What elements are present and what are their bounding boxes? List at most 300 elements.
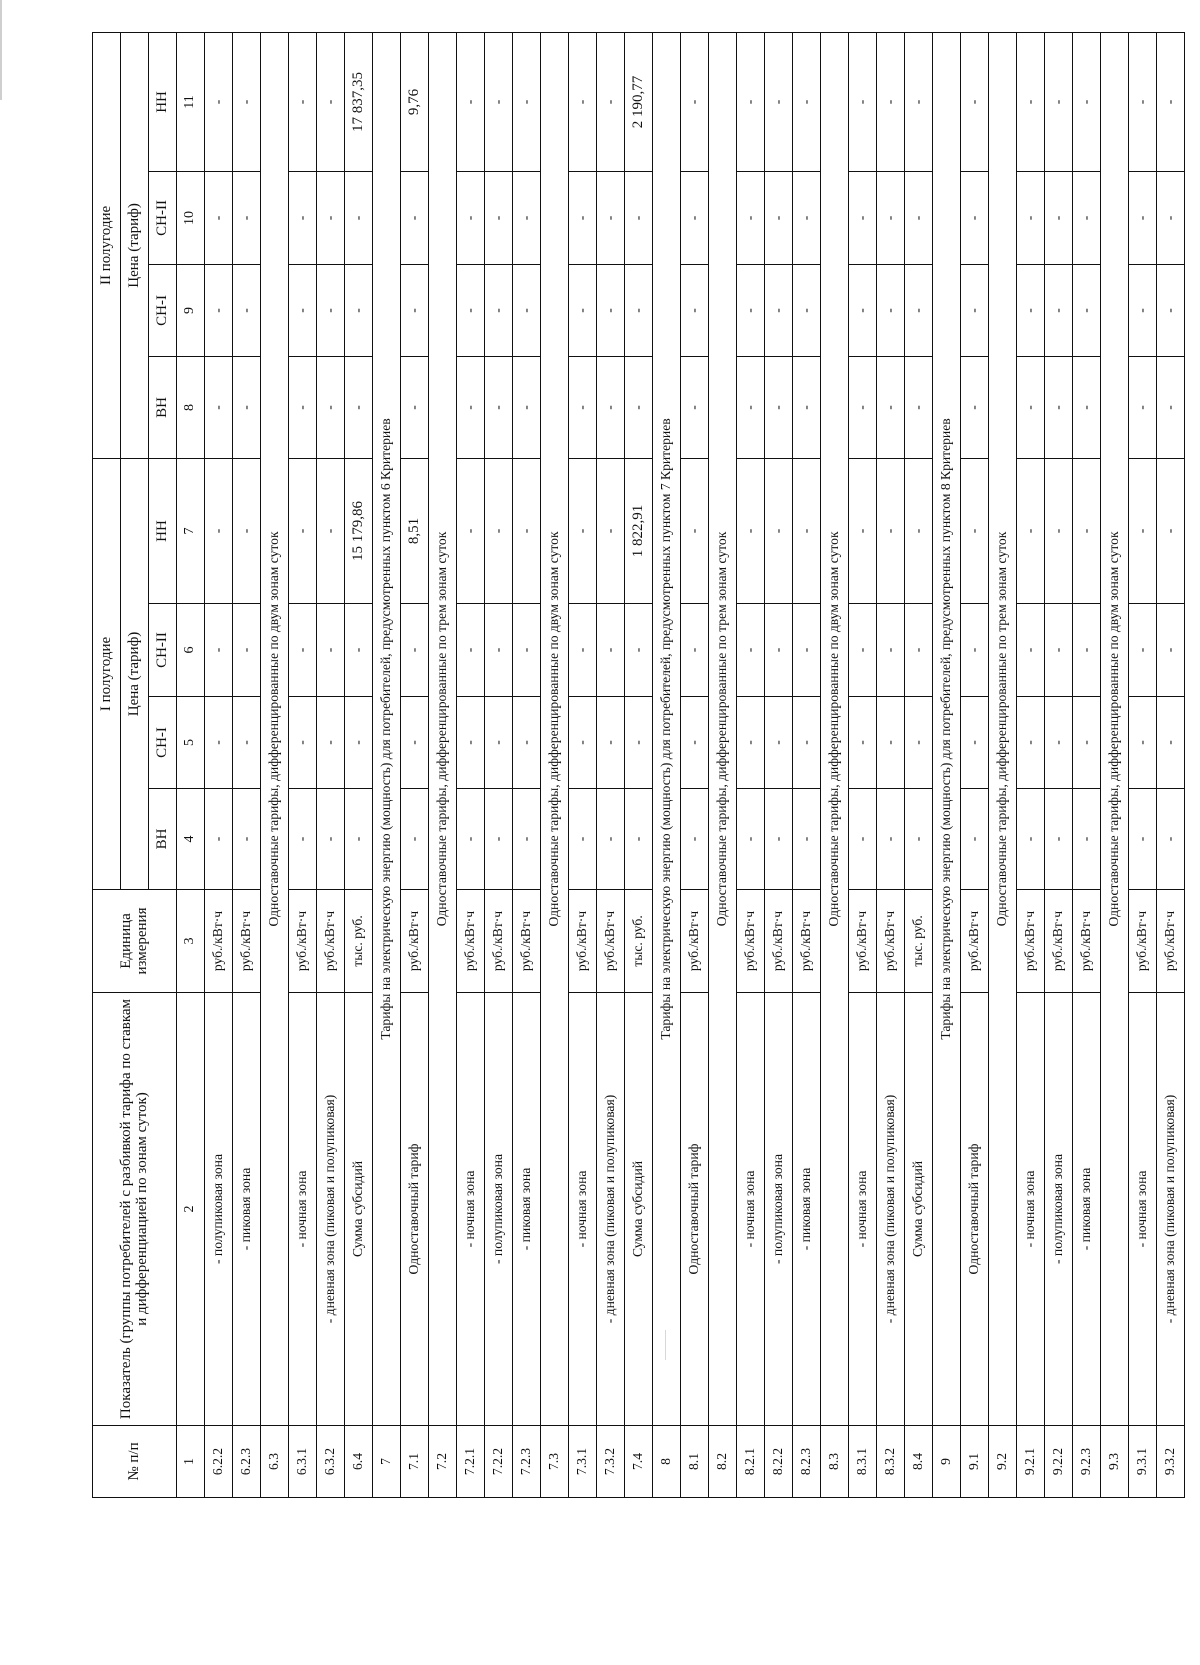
value-cell: -: [345, 356, 373, 458]
header-level: СН-I: [149, 697, 177, 789]
row-number: 8.4: [905, 1426, 933, 1498]
row-number: 9.3.1: [1129, 1426, 1157, 1498]
value-cell: -: [205, 604, 233, 697]
row-number: 9: [933, 1426, 961, 1498]
value-cell: -: [233, 356, 261, 458]
value-cell: -: [681, 789, 709, 890]
table-row: [233, 32, 261, 1497]
value-cell: -: [597, 356, 625, 458]
value-cell: -: [289, 458, 317, 603]
value-cell: -: [401, 356, 429, 458]
unit-cell: руб./кВт·ч: [1017, 890, 1045, 993]
value-cell: -: [625, 789, 653, 890]
row-number: 7.3.2: [597, 1426, 625, 1498]
value-cell: -: [681, 604, 709, 697]
value-cell: -: [905, 356, 933, 458]
value-cell: -: [485, 604, 513, 697]
value-cell: -: [849, 458, 877, 603]
row-number: 8.3.1: [849, 1426, 877, 1498]
value-cell: -: [457, 697, 485, 789]
value-cell: -: [765, 697, 793, 789]
header-level: СН-II: [149, 171, 177, 264]
value-cell: -: [233, 32, 261, 171]
value-cell: -: [961, 32, 989, 171]
column-number: 9: [177, 264, 205, 356]
header-level: НН: [149, 32, 177, 171]
table-row: [289, 32, 317, 1497]
value-cell: -: [1017, 697, 1045, 789]
unit-cell: руб./кВт·ч: [205, 890, 233, 993]
unit-cell: руб./кВт·ч: [317, 890, 345, 993]
value-cell: -: [1045, 789, 1073, 890]
value-cell: -: [765, 171, 793, 264]
unit-cell: руб./кВт·ч: [737, 890, 765, 993]
value-cell: -: [1129, 264, 1157, 356]
indicator-name: - ночная зона: [289, 993, 317, 1426]
value-cell: -: [793, 458, 821, 603]
value-cell: -: [345, 171, 373, 264]
value-cell: -: [317, 356, 345, 458]
column-number: 1: [177, 1426, 205, 1498]
indicator-name: Сумма субсидий: [625, 993, 653, 1426]
tariff-table: [92, 32, 1185, 1498]
unit-cell: руб./кВт·ч: [793, 890, 821, 993]
indicator-name: - пиковая зона: [1073, 993, 1101, 1426]
value-cell: -: [961, 697, 989, 789]
unit-cell: тыс. руб.: [905, 890, 933, 993]
indicator-name: - пиковая зона: [233, 993, 261, 1426]
value-cell: -: [765, 604, 793, 697]
header-price-2: Цена (тариф): [121, 32, 149, 458]
table-row: [653, 32, 681, 1497]
value-cell: -: [681, 264, 709, 356]
table-row: [1017, 32, 1045, 1497]
indicator-name: Одноставочный тариф: [681, 993, 709, 1426]
value-cell: -: [513, 264, 541, 356]
row-number: 9.2: [989, 1426, 1017, 1498]
value-cell: -: [205, 697, 233, 789]
row-number: 7.3: [541, 1426, 569, 1498]
section-title: Тарифы на электрическую энергию (мощность) для потребителей, предусмотренных пунктом 7 Критериев: [653, 32, 681, 1425]
table-row: [961, 32, 989, 1497]
value-cell: -: [205, 32, 233, 171]
section-title: Тарифы на электрическую энергию (мощность) для потребителей, предусмотренных пунктом 6 Критериев: [373, 32, 401, 1425]
unit-cell: руб./кВт·ч: [569, 890, 597, 993]
column-number: 11: [177, 32, 205, 171]
table-row: [1073, 32, 1101, 1497]
value-cell: -: [681, 356, 709, 458]
table-row: [205, 32, 233, 1497]
indicator-name: - ночная зона: [737, 993, 765, 1426]
unit-cell: руб./кВт·ч: [597, 890, 625, 993]
table-row: [401, 32, 429, 1497]
indicator-name: - пиковая зона: [793, 993, 821, 1426]
header-indicator: Показатель (группы потребителей с разбивкой тарифа по ставкам и дифференциацией по зонам суток): [93, 993, 177, 1426]
value-cell: -: [1017, 356, 1045, 458]
value-cell: -: [485, 356, 513, 458]
row-number: 8.3.2: [877, 1426, 905, 1498]
value-cell: -: [1045, 458, 1073, 603]
table-row: [681, 32, 709, 1497]
value-cell: -: [849, 171, 877, 264]
table-row: [1101, 32, 1129, 1497]
row-number: 6.3: [261, 1426, 289, 1498]
value-cell: -: [317, 264, 345, 356]
row-number: 7.2.1: [457, 1426, 485, 1498]
row-number: 9.1: [961, 1426, 989, 1498]
section-title: Одноставочные тарифы, дифференцированные по трем зонам суток: [429, 32, 457, 1425]
value-cell: -: [345, 697, 373, 789]
value-cell: -: [849, 697, 877, 789]
value-cell: 2 190,77: [625, 32, 653, 171]
value-cell: -: [1045, 32, 1073, 171]
indicator-name: - дневная зона (пиковая и полупиковая): [317, 993, 345, 1426]
value-cell: -: [345, 789, 373, 890]
column-number: 8: [177, 356, 205, 458]
table-row: [569, 32, 597, 1497]
column-number: 5: [177, 697, 205, 789]
row-number: 6.2.3: [233, 1426, 261, 1498]
table-row: [905, 32, 933, 1497]
value-cell: -: [289, 604, 317, 697]
row-number: 9.2.1: [1017, 1426, 1045, 1498]
value-cell: 15 179,86: [345, 458, 373, 603]
unit-cell: руб./кВт·ч: [457, 890, 485, 993]
value-cell: -: [485, 458, 513, 603]
indicator-name: - ночная зона: [457, 993, 485, 1426]
value-cell: -: [681, 171, 709, 264]
table-row: [373, 32, 401, 1497]
value-cell: -: [569, 458, 597, 603]
row-number: 6.3.2: [317, 1426, 345, 1498]
row-number: 9.3: [1101, 1426, 1129, 1498]
header-price-1: Цена (тариф): [121, 458, 149, 889]
value-cell: -: [345, 604, 373, 697]
header-level: ВН: [149, 789, 177, 890]
value-cell: -: [289, 697, 317, 789]
value-cell: -: [1045, 356, 1073, 458]
column-number: 4: [177, 789, 205, 890]
value-cell: -: [1045, 604, 1073, 697]
unit-cell: руб./кВт·ч: [765, 890, 793, 993]
indicator-name: Сумма субсидий: [345, 993, 373, 1426]
value-cell: -: [569, 356, 597, 458]
value-cell: -: [597, 32, 625, 171]
row-number: 6.3.1: [289, 1426, 317, 1498]
unit-cell: руб./кВт·ч: [1157, 890, 1185, 993]
value-cell: -: [1017, 171, 1045, 264]
row-number: 9.3.2: [1157, 1426, 1185, 1498]
value-cell: -: [289, 789, 317, 890]
value-cell: -: [569, 789, 597, 890]
value-cell: -: [1017, 264, 1045, 356]
table-row: [765, 32, 793, 1497]
section-title: Одноставочные тарифы, дифференцированные по трем зонам суток: [989, 32, 1017, 1425]
value-cell: -: [737, 264, 765, 356]
value-cell: -: [905, 604, 933, 697]
table-header: [93, 32, 205, 1497]
value-cell: -: [877, 356, 905, 458]
value-cell: -: [401, 171, 429, 264]
value-cell: -: [1157, 458, 1185, 603]
value-cell: -: [905, 697, 933, 789]
value-cell: -: [485, 697, 513, 789]
value-cell: -: [1129, 789, 1157, 890]
unit-cell: руб./кВт·ч: [289, 890, 317, 993]
value-cell: -: [737, 356, 765, 458]
indicator-name: - ночная зона: [1017, 993, 1045, 1426]
value-cell: -: [1129, 356, 1157, 458]
value-cell: -: [1129, 458, 1157, 603]
value-cell: -: [401, 604, 429, 697]
value-cell: -: [289, 32, 317, 171]
value-cell: -: [849, 789, 877, 890]
row-number: 7: [373, 1426, 401, 1498]
value-cell: -: [681, 697, 709, 789]
header-num: № п/п: [93, 1426, 177, 1498]
header-level: НН: [149, 458, 177, 603]
value-cell: -: [1045, 264, 1073, 356]
scan-edge-line: [0, 0, 2, 100]
indicator-name: - ночная зона: [1129, 993, 1157, 1426]
value-cell: -: [1045, 171, 1073, 264]
unit-cell: руб./кВт·ч: [681, 890, 709, 993]
value-cell: -: [905, 458, 933, 603]
indicator-name: - полупиковая зона: [1045, 993, 1073, 1426]
header-unit: Единица измерения: [93, 890, 177, 993]
value-cell: -: [793, 171, 821, 264]
unit-cell: руб./кВт·ч: [1073, 890, 1101, 993]
section-title: Одноставочные тарифы, дифференцированные по двум зонам суток: [821, 32, 849, 1425]
value-cell: -: [1157, 789, 1185, 890]
value-cell: -: [961, 604, 989, 697]
indicator-name: Сумма субсидий: [905, 993, 933, 1426]
value-cell: -: [513, 604, 541, 697]
table-row: [933, 32, 961, 1497]
row-number: 8.3: [821, 1426, 849, 1498]
value-cell: -: [345, 264, 373, 356]
value-cell: -: [205, 458, 233, 603]
value-cell: -: [401, 697, 429, 789]
column-number: 10: [177, 171, 205, 264]
table-row: [261, 32, 289, 1497]
value-cell: -: [597, 697, 625, 789]
value-cell: -: [765, 789, 793, 890]
value-cell: -: [457, 356, 485, 458]
table-row: [737, 32, 765, 1497]
value-cell: -: [737, 697, 765, 789]
row-number: 6.2.2: [205, 1426, 233, 1498]
rotated-page: [92, 33, 1178, 1498]
value-cell: -: [765, 32, 793, 171]
value-cell: 8,51: [401, 458, 429, 603]
value-cell: -: [1073, 458, 1101, 603]
value-cell: -: [597, 458, 625, 603]
value-cell: -: [961, 458, 989, 603]
value-cell: -: [1157, 264, 1185, 356]
column-number: 2: [177, 993, 205, 1426]
header-level: СН-II: [149, 604, 177, 697]
table-row: [541, 32, 569, 1497]
table-row: [485, 32, 513, 1497]
value-cell: -: [1073, 697, 1101, 789]
value-cell: -: [737, 604, 765, 697]
value-cell: -: [485, 789, 513, 890]
table-row: [625, 32, 653, 1497]
value-cell: -: [233, 789, 261, 890]
value-cell: -: [1129, 32, 1157, 171]
value-cell: -: [205, 356, 233, 458]
value-cell: -: [597, 264, 625, 356]
table-row: [345, 32, 373, 1497]
value-cell: -: [877, 171, 905, 264]
table-row: [457, 32, 485, 1497]
value-cell: -: [513, 32, 541, 171]
value-cell: -: [513, 171, 541, 264]
row-number: 9.2.3: [1073, 1426, 1101, 1498]
indicator-name: - ночная зона: [569, 993, 597, 1426]
row-number: 7.2: [429, 1426, 457, 1498]
value-cell: -: [457, 604, 485, 697]
value-cell: -: [317, 604, 345, 697]
value-cell: -: [233, 604, 261, 697]
value-cell: -: [1157, 356, 1185, 458]
value-cell: -: [569, 171, 597, 264]
value-cell: -: [905, 789, 933, 890]
value-cell: -: [513, 697, 541, 789]
value-cell: -: [569, 604, 597, 697]
row-number: 9.2.2: [1045, 1426, 1073, 1498]
value-cell: -: [1129, 171, 1157, 264]
value-cell: -: [625, 264, 653, 356]
value-cell: -: [905, 264, 933, 356]
value-cell: -: [1073, 789, 1101, 890]
value-cell: -: [625, 171, 653, 264]
value-cell: -: [457, 789, 485, 890]
header-half-1: I полугодие: [93, 458, 121, 889]
value-cell: -: [961, 171, 989, 264]
value-cell: -: [877, 264, 905, 356]
indicator-name: - пиковая зона: [513, 993, 541, 1426]
value-cell: -: [457, 32, 485, 171]
table-row: [597, 32, 625, 1497]
value-cell: -: [765, 356, 793, 458]
unit-cell: руб./кВт·ч: [513, 890, 541, 993]
value-cell: -: [317, 171, 345, 264]
row-number: 8.2: [709, 1426, 737, 1498]
value-cell: -: [485, 264, 513, 356]
value-cell: -: [877, 604, 905, 697]
value-cell: -: [681, 458, 709, 603]
unit-cell: руб./кВт·ч: [877, 890, 905, 993]
value-cell: -: [205, 789, 233, 890]
value-cell: -: [401, 264, 429, 356]
value-cell: -: [513, 458, 541, 603]
value-cell: -: [1073, 604, 1101, 697]
table-row: [821, 32, 849, 1497]
header-half-2: II полугодие: [93, 32, 121, 458]
table-row: [513, 32, 541, 1497]
row-number: 6.4: [345, 1426, 373, 1498]
unit-cell: тыс. руб.: [345, 890, 373, 993]
value-cell: -: [961, 789, 989, 890]
value-cell: -: [681, 32, 709, 171]
value-cell: -: [877, 697, 905, 789]
value-cell: -: [905, 171, 933, 264]
value-cell: -: [793, 32, 821, 171]
value-cell: -: [569, 697, 597, 789]
value-cell: -: [737, 32, 765, 171]
table-row: [793, 32, 821, 1497]
column-number-row: [177, 32, 205, 1497]
value-cell: -: [485, 32, 513, 171]
section-title: Одноставочные тарифы, дифференцированные по двум зонам суток: [541, 32, 569, 1425]
value-cell: -: [569, 32, 597, 171]
value-cell: -: [849, 356, 877, 458]
unit-cell: руб./кВт·ч: [1045, 890, 1073, 993]
value-cell: -: [289, 264, 317, 356]
value-cell: -: [513, 356, 541, 458]
row-number: 7.2.2: [485, 1426, 513, 1498]
value-cell: -: [961, 356, 989, 458]
row-number: 8.2.2: [765, 1426, 793, 1498]
header-level: ВН: [149, 356, 177, 458]
value-cell: -: [737, 171, 765, 264]
unit-cell: руб./кВт·ч: [961, 890, 989, 993]
value-cell: -: [1129, 604, 1157, 697]
indicator-name: - полупиковая зона: [485, 993, 513, 1426]
value-cell: -: [1157, 604, 1185, 697]
value-cell: -: [625, 356, 653, 458]
value-cell: -: [877, 32, 905, 171]
table-row: [429, 32, 457, 1497]
value-cell: -: [793, 356, 821, 458]
value-cell: -: [1017, 458, 1045, 603]
value-cell: -: [765, 264, 793, 356]
unit-cell: руб./кВт·ч: [849, 890, 877, 993]
indicator-name: Одноставочный тариф: [401, 993, 429, 1426]
value-cell: -: [597, 604, 625, 697]
value-cell: -: [317, 32, 345, 171]
indicator-name: - дневная зона (пиковая и полупиковая): [597, 993, 625, 1426]
table-row: [317, 32, 345, 1497]
indicator-name: Одноставочный тариф: [961, 993, 989, 1426]
row-number: 7.4: [625, 1426, 653, 1498]
value-cell: -: [1073, 264, 1101, 356]
value-cell: -: [1157, 171, 1185, 264]
header-level: СН-I: [149, 264, 177, 356]
section-title: Одноставочные тарифы, дифференцированные по двум зонам суток: [1101, 32, 1129, 1425]
table-row: [1129, 32, 1157, 1497]
unit-cell: тыс. руб.: [625, 890, 653, 993]
unit-cell: руб./кВт·ч: [401, 890, 429, 993]
value-cell: -: [737, 458, 765, 603]
value-cell: -: [317, 697, 345, 789]
value-cell: -: [737, 789, 765, 890]
row-number: 7.2.3: [513, 1426, 541, 1498]
value-cell: -: [513, 789, 541, 890]
column-number: 6: [177, 604, 205, 697]
value-cell: -: [1157, 697, 1185, 789]
indicator-name: - ночная зона: [849, 993, 877, 1426]
indicator-name: - дневная зона (пиковая и полупиковая): [1157, 993, 1185, 1426]
table-row: [1045, 32, 1073, 1497]
value-cell: -: [205, 171, 233, 264]
column-number: 3: [177, 890, 205, 993]
indicator-name: - дневная зона (пиковая и полупиковая): [877, 993, 905, 1426]
value-cell: -: [625, 697, 653, 789]
section-title: Одноставочные тарифы, дифференцированные по двум зонам суток: [261, 32, 289, 1425]
